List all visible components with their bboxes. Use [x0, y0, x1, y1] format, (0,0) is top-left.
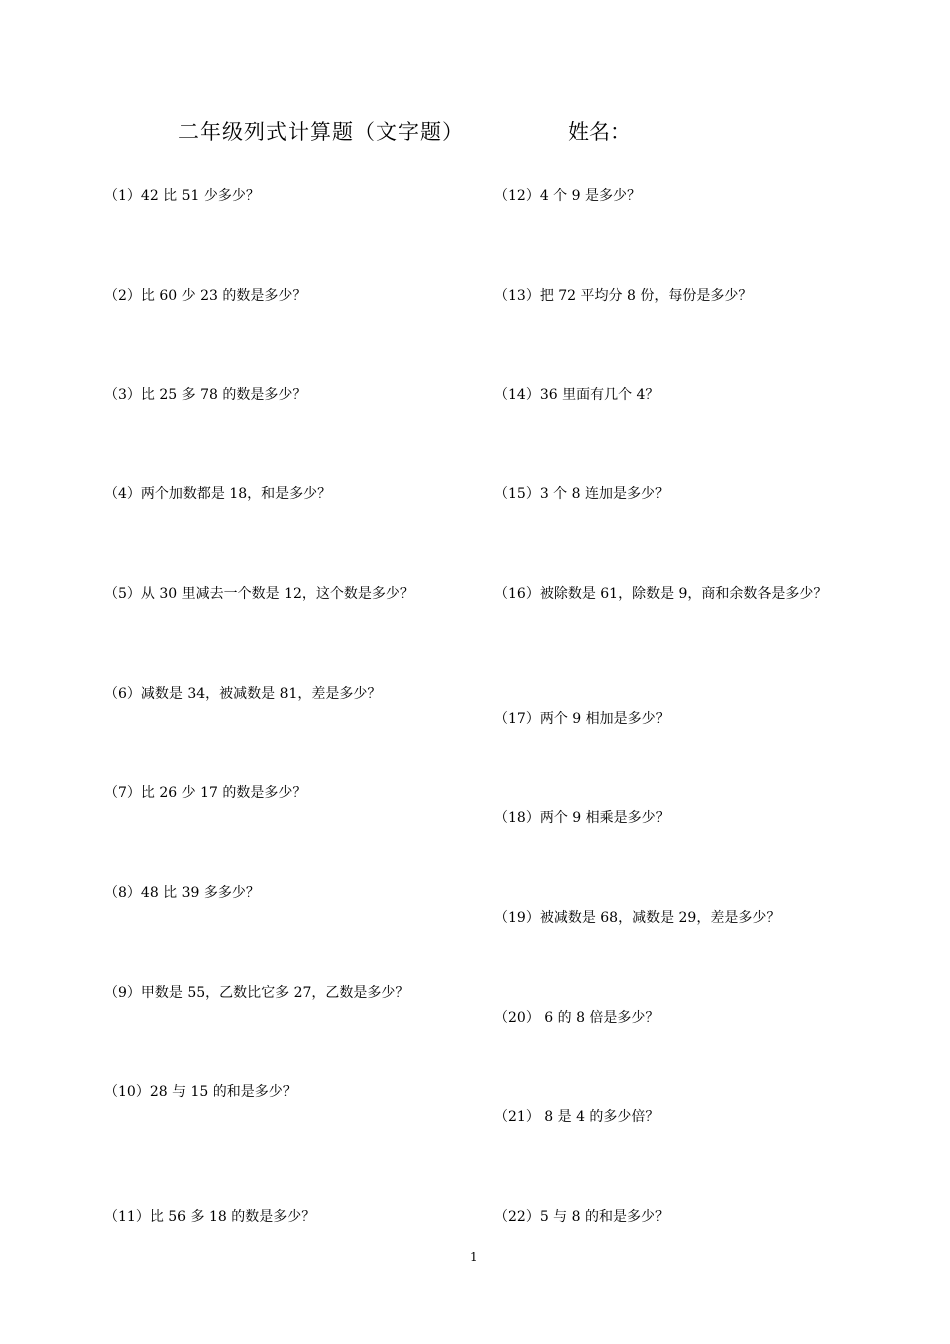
question-20: （20） 6 的 8 倍是多少？ [494, 1010, 660, 1026]
worksheet-title: 二年级列式计算题（文字题） [178, 120, 464, 144]
question-18: （18）两个 9 相乘是多少？ [494, 810, 670, 826]
question-19: （19）被减数是 68，减数是 29，差是多少？ [494, 910, 781, 926]
question-1: （1）42 比 51 少多少？ [104, 188, 260, 204]
question-15: （15）3 个 8 连加是多少？ [494, 486, 669, 502]
name-label: 姓名： [568, 120, 631, 144]
question-5: （5）从 30 里减去一个数是 12，这个数是多少？ [104, 586, 414, 602]
question-10: （10）28 与 15 的和是多少？ [104, 1084, 297, 1100]
page-number: 1 [470, 1250, 478, 1264]
question-6: （6）减数是 34，被减数是 81，差是多少？ [104, 686, 382, 702]
question-16: （16）被除数是 61，除数是 9，商和余数各是多少？ [494, 586, 828, 602]
question-21: （21） 8 是 4 的多少倍？ [494, 1109, 660, 1125]
question-12: （12）4 个 9 是多少？ [494, 188, 641, 204]
question-9: （9）甲数是 55，乙数比它多 27，乙数是多少？ [104, 985, 410, 1001]
question-13: （13）把 72 平均分 8 份，每份是多少？ [494, 288, 753, 304]
question-14: （14）36 里面有几个 4？ [494, 387, 660, 403]
question-7: （7）比 26 少 17 的数是多少？ [104, 785, 307, 801]
question-17: （17）两个 9 相加是多少？ [494, 711, 670, 727]
question-22: （22）5 与 8 的和是多少？ [494, 1209, 669, 1225]
question-8: （8）48 比 39 多多少？ [104, 885, 260, 901]
question-4: （4）两个加数都是 18，和是多少？ [104, 486, 332, 502]
question-11: （11）比 56 多 18 的数是多少？ [104, 1209, 316, 1225]
question-3: （3）比 25 多 78 的数是多少？ [104, 387, 307, 403]
question-2: （2）比 60 少 23 的数是多少？ [104, 288, 307, 304]
